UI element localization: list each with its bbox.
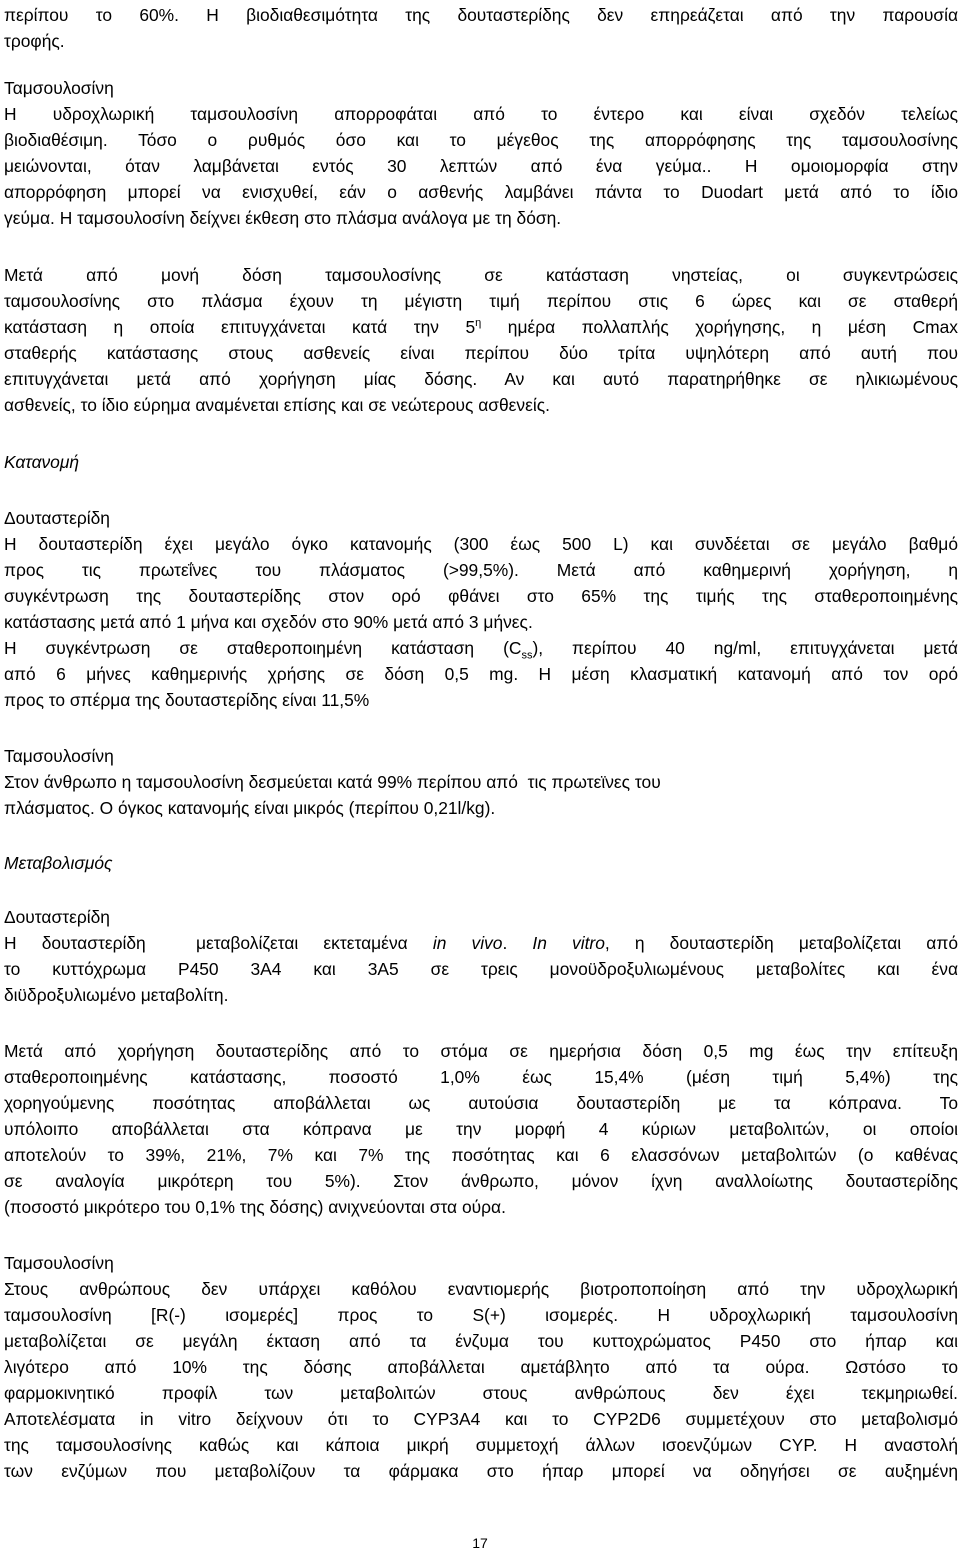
- text-line: διϋδροξυλιωμένο μεταβολίτη.: [4, 985, 229, 1005]
- text-fragment: ), περίπου 40 ng/ml, επιτυγχάνεται μετά: [532, 638, 958, 658]
- section-subheading: Δουταστερίδη: [4, 508, 110, 528]
- text-line: προς το σπέρμα της δουταστερίδης είναι 11,5%: [4, 690, 370, 710]
- text-line: σταθεροποιημένης κατάστασης, ποσοστό 1,0% έως 15,4% (μέση τιμή 5,4%) της: [4, 1067, 958, 1087]
- subscript: ss: [521, 649, 533, 662]
- text-line: Μετά από μονή δόση ταμσουλοσίνης σε κατάσταση νηστείας, οι συγκεντρώσεις: [4, 265, 958, 285]
- text-line: τροφής.: [4, 31, 65, 51]
- text-line: κατάστασης μετά από 1 μήνα και σχεδόν στο 90% μετά από 3 μήνες.: [4, 612, 533, 632]
- text-line: λιγότερο από 10% της δόσης αποβάλλεται αμετάβλητο από τα ούρα. Ωστόσο το: [4, 1357, 958, 1377]
- text-line: σταθερής κατάστασης στους ασθενείς είναι περίπου δύο τρίτα υψηλότερη από αυτή που: [4, 343, 958, 363]
- section-subheading: Ταμσουλοσίνη: [4, 746, 114, 766]
- text-line: χορηγούμενης ποσότητας αποβάλλεται ως αυτούσια δουταστερίδη με τα κόπρανα. Το: [4, 1093, 958, 1113]
- text-line: ταμσουλοσίνη [R(-) ισομερές] προς το S(+) ισομερές. Η υδροχλωρική ταμσουλοσίνη: [4, 1305, 958, 1325]
- text-line: βιοδιαθέσιμη. Τόσο ο ρυθμός όσο και το μέγεθος της απορρόφησης της ταμσουλοσίνης: [4, 130, 958, 150]
- section-subheading: Ταμσουλοσίνη: [4, 1253, 114, 1273]
- text-line: το κυττόχρωμα P450 3A4 και 3A5 σε τρεις μονοϋδροξυλιωμένους μεταβολίτες και ένα: [4, 959, 958, 979]
- text-line: συγκέντρωση της δουταστερίδης στον ορό φθάνει στο 65% της τιμής της σταθεροποιημένης: [4, 586, 958, 606]
- text-line: των ενζύμων που μεταβολίζουν τα φάρμακα στο ήπαρ μπορεί να οδηγήσει σε αυξημένη: [4, 1461, 958, 1481]
- text-line: προς τις πρωτεΐνες του πλάσματος (>99,5%). Μετά από καθημερινή χορήγηση, η: [4, 560, 958, 580]
- section-heading: Μεταβολισμός: [4, 853, 113, 873]
- text-line: της ταμσουλοσίνης καθώς και κάποια μικρή συμμετοχή άλλων ισοενζύμων CYP. Η αναστολή: [4, 1435, 958, 1455]
- text-fragment: κατάσταση η οποία επιτυγχάνεται κατά την 5: [4, 317, 476, 337]
- text-line: φαρμοκινητικό προφίλ των μεταβολιτών στους ανθρώπους δεν έχει τεκμηριωθεί.: [4, 1383, 958, 1403]
- text-line: Μετά από χορήγηση δουταστερίδης από το στόμα σε ημερήσια δόση 0,5 mg έως την επίτευξη: [4, 1041, 958, 1061]
- text-line: περίπου το 60%. Η βιοδιαθεσιμότητα της δουταστερίδης δεν επηρεάζεται από την παρουσία: [4, 5, 958, 25]
- text-line: από 6 μήνες καθημερινής χρήσης σε δόση 0,5 mg. Η μέση κλασματική κατανομή από τον ορό: [4, 664, 958, 684]
- section-subheading: Ταμσουλοσίνη: [4, 78, 114, 98]
- text-fragment: , η δουταστερίδη μεταβολίζεται από: [604, 933, 958, 953]
- text-line: ταμσουλοσίνης στο πλάσμα έχουν τη μέγιστη τιμή περίπου στις 6 ώρες και σε σταθερή: [4, 291, 958, 311]
- text-line: [4, 930, 958, 956]
- section-subheading: Δουταστερίδη: [4, 907, 110, 927]
- text-line: [4, 635, 958, 661]
- text-fragment: .: [502, 933, 533, 953]
- text-line: ασθενείς, το ίδιο εύρημα αναμένεται επίσης και σε νεώτερους ασθενείς.: [4, 395, 550, 415]
- text-line: μειώνονται, όταν λαμβάνεται εντός 30 λεπτών από ένα γεύμα.. Η ομοιομορφία στην: [4, 156, 958, 176]
- page-number: 17: [472, 1535, 488, 1551]
- text-line: γεύμα. Η ταμσουλοσίνη δείχνει έκθεση στο πλάσμα ανάλογα με τη δόση.: [4, 208, 562, 228]
- text-line: Η υδροχλωρική ταμσουλοσίνη απορροφάται από το έντερο και είναι σχεδόν τελείως: [4, 104, 958, 124]
- text-line: πλάσματος. Ο όγκος κατανομής είναι μικρός (περίπου 0,21l/kg).: [4, 798, 496, 818]
- text-fragment-italic: in vivo: [432, 933, 503, 953]
- text-line: υπόλοιπο αποβάλλεται στα κόπρανα με την μορφή 4 κύριων μεταβολιτών, οι οποίοι: [4, 1119, 958, 1139]
- text-line: [4, 314, 958, 340]
- text-fragment-italic: In vitro: [532, 933, 605, 953]
- text-line: Αποτελέσματα in vitro δείχνουν ότι το CYP3A4 και το CYP2D6 συμμετέχουν στο μεταβολισμό: [4, 1409, 958, 1429]
- superscript: η: [475, 317, 482, 330]
- text-line: Στον άνθρωπο η ταμσουλοσίνη δεσμεύεται κατά 99% περίπου από τις πρωτεϊνες του: [4, 772, 661, 792]
- section-heading: Κατανομή: [4, 452, 80, 472]
- text-line: αποτελούν το 39%, 21%, 7% και 7% της ποσότητας και 6 ελασσόνων μεταβολιτών (ο καθένας: [4, 1145, 958, 1165]
- text-line: (ποσοστό μικρότερο του 0,1% της δόσης) ανιχνεύονται στα ούρα.: [4, 1197, 506, 1217]
- text-fragment: ημέρα πολλαπλής χορήγησης, η μέση Cmax: [481, 317, 958, 337]
- text-line: Στους ανθρώπους δεν υπάρχει καθόλου εναντιομερής βιοτροποποίηση από την υδροχλωρική: [4, 1279, 958, 1299]
- text-line: μεταβολίζεται σε μεγάλη έκταση από τα ένζυμα του κυττοχρώματος P450 στο ήπαρ και: [4, 1331, 958, 1351]
- text-fragment: Η δουταστερίδη μεταβολίζεται εκτεταμένα: [4, 933, 433, 953]
- text-line: σε αναλογία μικρότερη του 5%). Στον άνθρωπο, μόνον ίχνη αναλλοίωτης δουταστερίδης: [4, 1171, 958, 1191]
- text-line: επιτυγχάνεται μετά από χορήγηση μίας δόσης. Αν και αυτό παρατηρήθηκε σε ηλικιωμένους: [4, 369, 958, 389]
- text-fragment: Η συγκέντρωση σε σταθεροποιημένη κατάσταση (C: [4, 638, 522, 658]
- text-line: απορρόφηση μπορεί να ενισχυθεί, εάν ο ασθενής λαμβάνει πάντα το Duodart μετά από το ίδιο: [4, 182, 958, 202]
- text-line: Η δουταστερίδη έχει μεγάλο όγκο κατανομής (300 έως 500 L) και συνδέεται σε μεγάλο βαθμό: [4, 534, 958, 554]
